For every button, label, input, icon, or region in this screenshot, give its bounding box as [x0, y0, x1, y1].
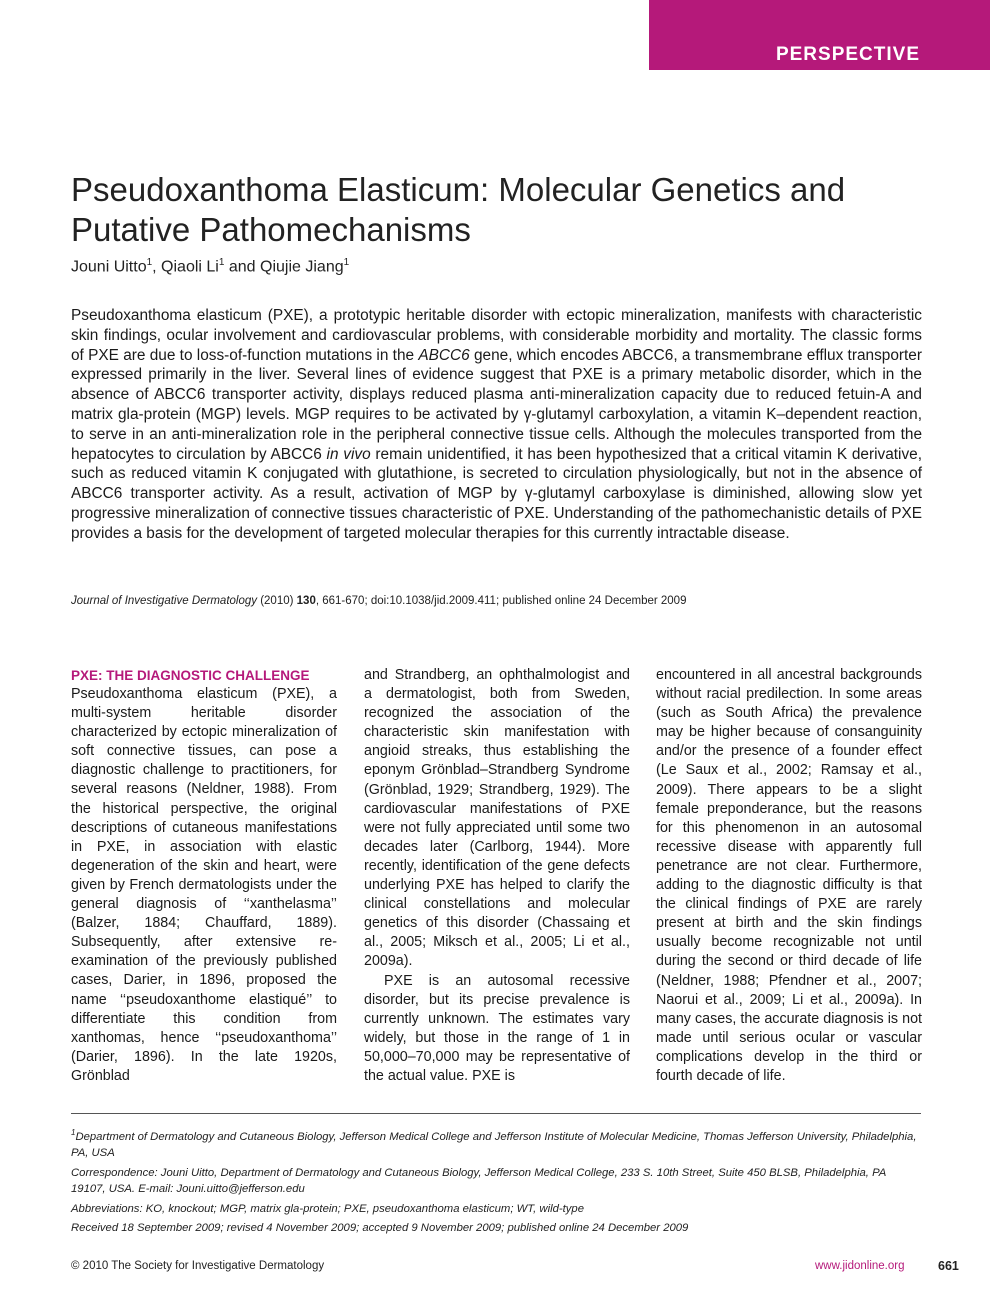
affiliation-mark: 1	[218, 257, 225, 268]
page-number: 661	[938, 1259, 959, 1273]
abstract-text: Pseudoxanthoma elasticum (PXE), a prototypic heritable disorder with ectopic mineralization, manifests with characteristic skin findings, ocular involvement and cardiovascular problems, with considerable morbidity and mortality. The classic forms of PXE are due to loss-of-function mutations in the	[71, 307, 922, 364]
body-column-2	[364, 666, 630, 1086]
body-paragraph: encountered in all ancestral backgrounds without racial predilection. In some areas (such as South Africa) the prevalence may be higher because of consanguinity and/or the presence of a founder effect (Le Saux et al., 2002; Ramsay et al., 2009). There appears to be a slight female preponderance, but the reasons for this phenomenon in an autosomal recessive disease with apparently full penetrance are not clear. Furthermore, adding to the diagnostic difficulty is that the clinical findings of PXE are rarely present at birth and the skin findings usually become recognizable not until during the second or third decade of life (Neldner, 1988; Pfendner et al., 2007; Naorui et al., 2009; Li et al., 2009a). In many cases, the accurate diagnosis is not made until serious ocular or vascular complications develop in the third or fourth decade of life.	[656, 667, 922, 1084]
abstract-text: remain unidentified, it has been hypothesized that a critical vitamin K derivative, such as reduced vitamin K conjugated with glutathione, is secreted to circulation physiologically, but not in the absence of ABCC6 transporter activity. As a result, activation of MGP by γ-glutamyl carboxylase is diminished, allowing slow yet progressive mineralization of connective tissues characteristic of PXE. Understanding of the pathomechanistic details of PXE provides a basis for the development of targeted molecular therapies for this currently intractable disease.	[71, 445, 922, 542]
affiliation-text: Department of Dermatology and Cutaneous Biology, Jefferson Medical College and Jefferson Institute of Molecular Medicine, Thomas Jefferson University, Philadelphia, PA, USA	[71, 1130, 917, 1160]
latin-term: in vivo	[326, 445, 371, 463]
abbreviations-note: Abbreviations: KO, knockout; MGP, matrix gla-protein; PXE, pseudoxanthoma elasticum; WT, wild-type	[71, 1202, 584, 1215]
affiliation-mark: 1	[343, 257, 350, 268]
journal-citation	[71, 595, 686, 607]
affiliation-mark: 1	[71, 1128, 76, 1137]
journal-website-link[interactable]: www.jidonline.org	[815, 1260, 905, 1272]
copyright-notice: © 2010 The Society for Investigative Dermatology	[71, 1260, 325, 1272]
correspondence-note: Correspondence: Jouni Uitto, Department of Dermatology and Cutaneous Biology, Jefferson Medical College, 233 S. 10th Street, Suite 450 BLSB, Philadelphia, PA 19107, USA. E-mail: Jouni.uitto@jefferson.edu	[71, 1166, 886, 1196]
author-list	[71, 257, 349, 276]
body-paragraph: PXE is an autosomal recessive disorder, but its precise prevalence is currently unknown. The estimates vary widely, but those in the range of 1 in 50,000–70,000 may be representative of the actual value. PXE is	[364, 972, 630, 1084]
author-name: Qiaoli Li	[161, 258, 219, 276]
author-name: Jouni Uitto	[71, 258, 147, 276]
section-heading: PXE: THE DIAGNOSTIC CHALLENGE	[71, 668, 310, 683]
affiliation-mark: 1	[146, 257, 153, 268]
author-separator: and	[224, 258, 261, 276]
author-name: Qiujie Jiang	[260, 258, 344, 276]
abstract-text: gene, which encodes ABCC6, a transmembrane efflux transporter expressed primarily in the liver. Several lines of evidence suggest that PXE is a primary metabolic disorder, which in the absence of ABCC6 transporter activity, displays reduced plasma anti-mineralization capacity due to reduced fetuin-A and matrix gla-protein (MGP) levels. MGP requires to be activated by γ-glutamyl carboxylation, a vitamin K–dependent reaction, to serve in an anti-mineralization role in the peripheral connective tissue cells. Although the molecules transported from the hepatocytes to circulation by ABCC6	[71, 346, 922, 463]
citation-year: (2010)	[257, 595, 297, 607]
journal-name: Journal of Investigative Dermatology	[71, 595, 258, 607]
body-paragraph: Pseudoxanthoma elasticum (PXE), a multi-system heritable disorder characterized by ectopic mineralization of soft connective tissues, can pose a diagnostic challenge to practitioners, for several reasons (Neldner, 1988). From the historical perspective, the original descriptions of cutaneous manifestations in PXE, in association with elastic degeneration of the skin and heart, were given by French dermatologists under the general diagnosis of ‘‘xanthelasma’’ (Balzer, 1884; Chauffard, 1889). Subsequently, after extensive re-examination of the previously published cases, Darier, in 1896, proposed the name ‘‘pseudoxanthome elastiqué’’ to differentiate this condition from xanthomas, hence ‘‘pseudoxanthoma’’ (Darier, 1896). In the late 1920s, Grönblad	[71, 686, 337, 1084]
body-column-1	[71, 666, 337, 1086]
affiliation-note	[71, 1125, 922, 1162]
gene-name: ABCC6	[418, 346, 470, 364]
citation-details: , 661-670; doi:10.1038/jid.2009.411; published online 24 December 2009	[315, 595, 687, 607]
abstract	[71, 306, 922, 544]
article-type-label: PERSPECTIVE	[775, 44, 920, 65]
article-title: Pseudoxanthoma Elasticum: Molecular Genetics and Putative Pathomechanisms	[71, 171, 846, 248]
body-paragraph: and Strandberg, an ophthalmologist and a dermatologist, both from Sweden, recognized the association of the characteristic skin manifestation with angioid streaks, thus establishing the eponym Grönblad–Strandberg Syndrome (Grönblad, 1929; Strandberg, 1929). The cardiovascular manifestations of PXE were not fully appreciated until some two decades later (Carlborg, 1944). More recently, identification of the gene defects underlying PXE has helped to clarify the clinical constellations and molecular genetics of this disorder (Chassaing et al., 2005; Miksch et al., 2005; Li et al., 2009a).	[364, 667, 630, 970]
citation-volume: 130	[296, 595, 316, 607]
body-column-3	[656, 666, 922, 1086]
footnote-divider	[71, 1113, 921, 1114]
author-separator: ,	[152, 258, 162, 276]
footnotes	[71, 1125, 922, 1240]
section-banner	[649, 0, 990, 70]
received-note: Received 18 September 2009; revised 4 November 2009; accepted 9 November 2009; published online 24 December 2009	[71, 1222, 689, 1235]
